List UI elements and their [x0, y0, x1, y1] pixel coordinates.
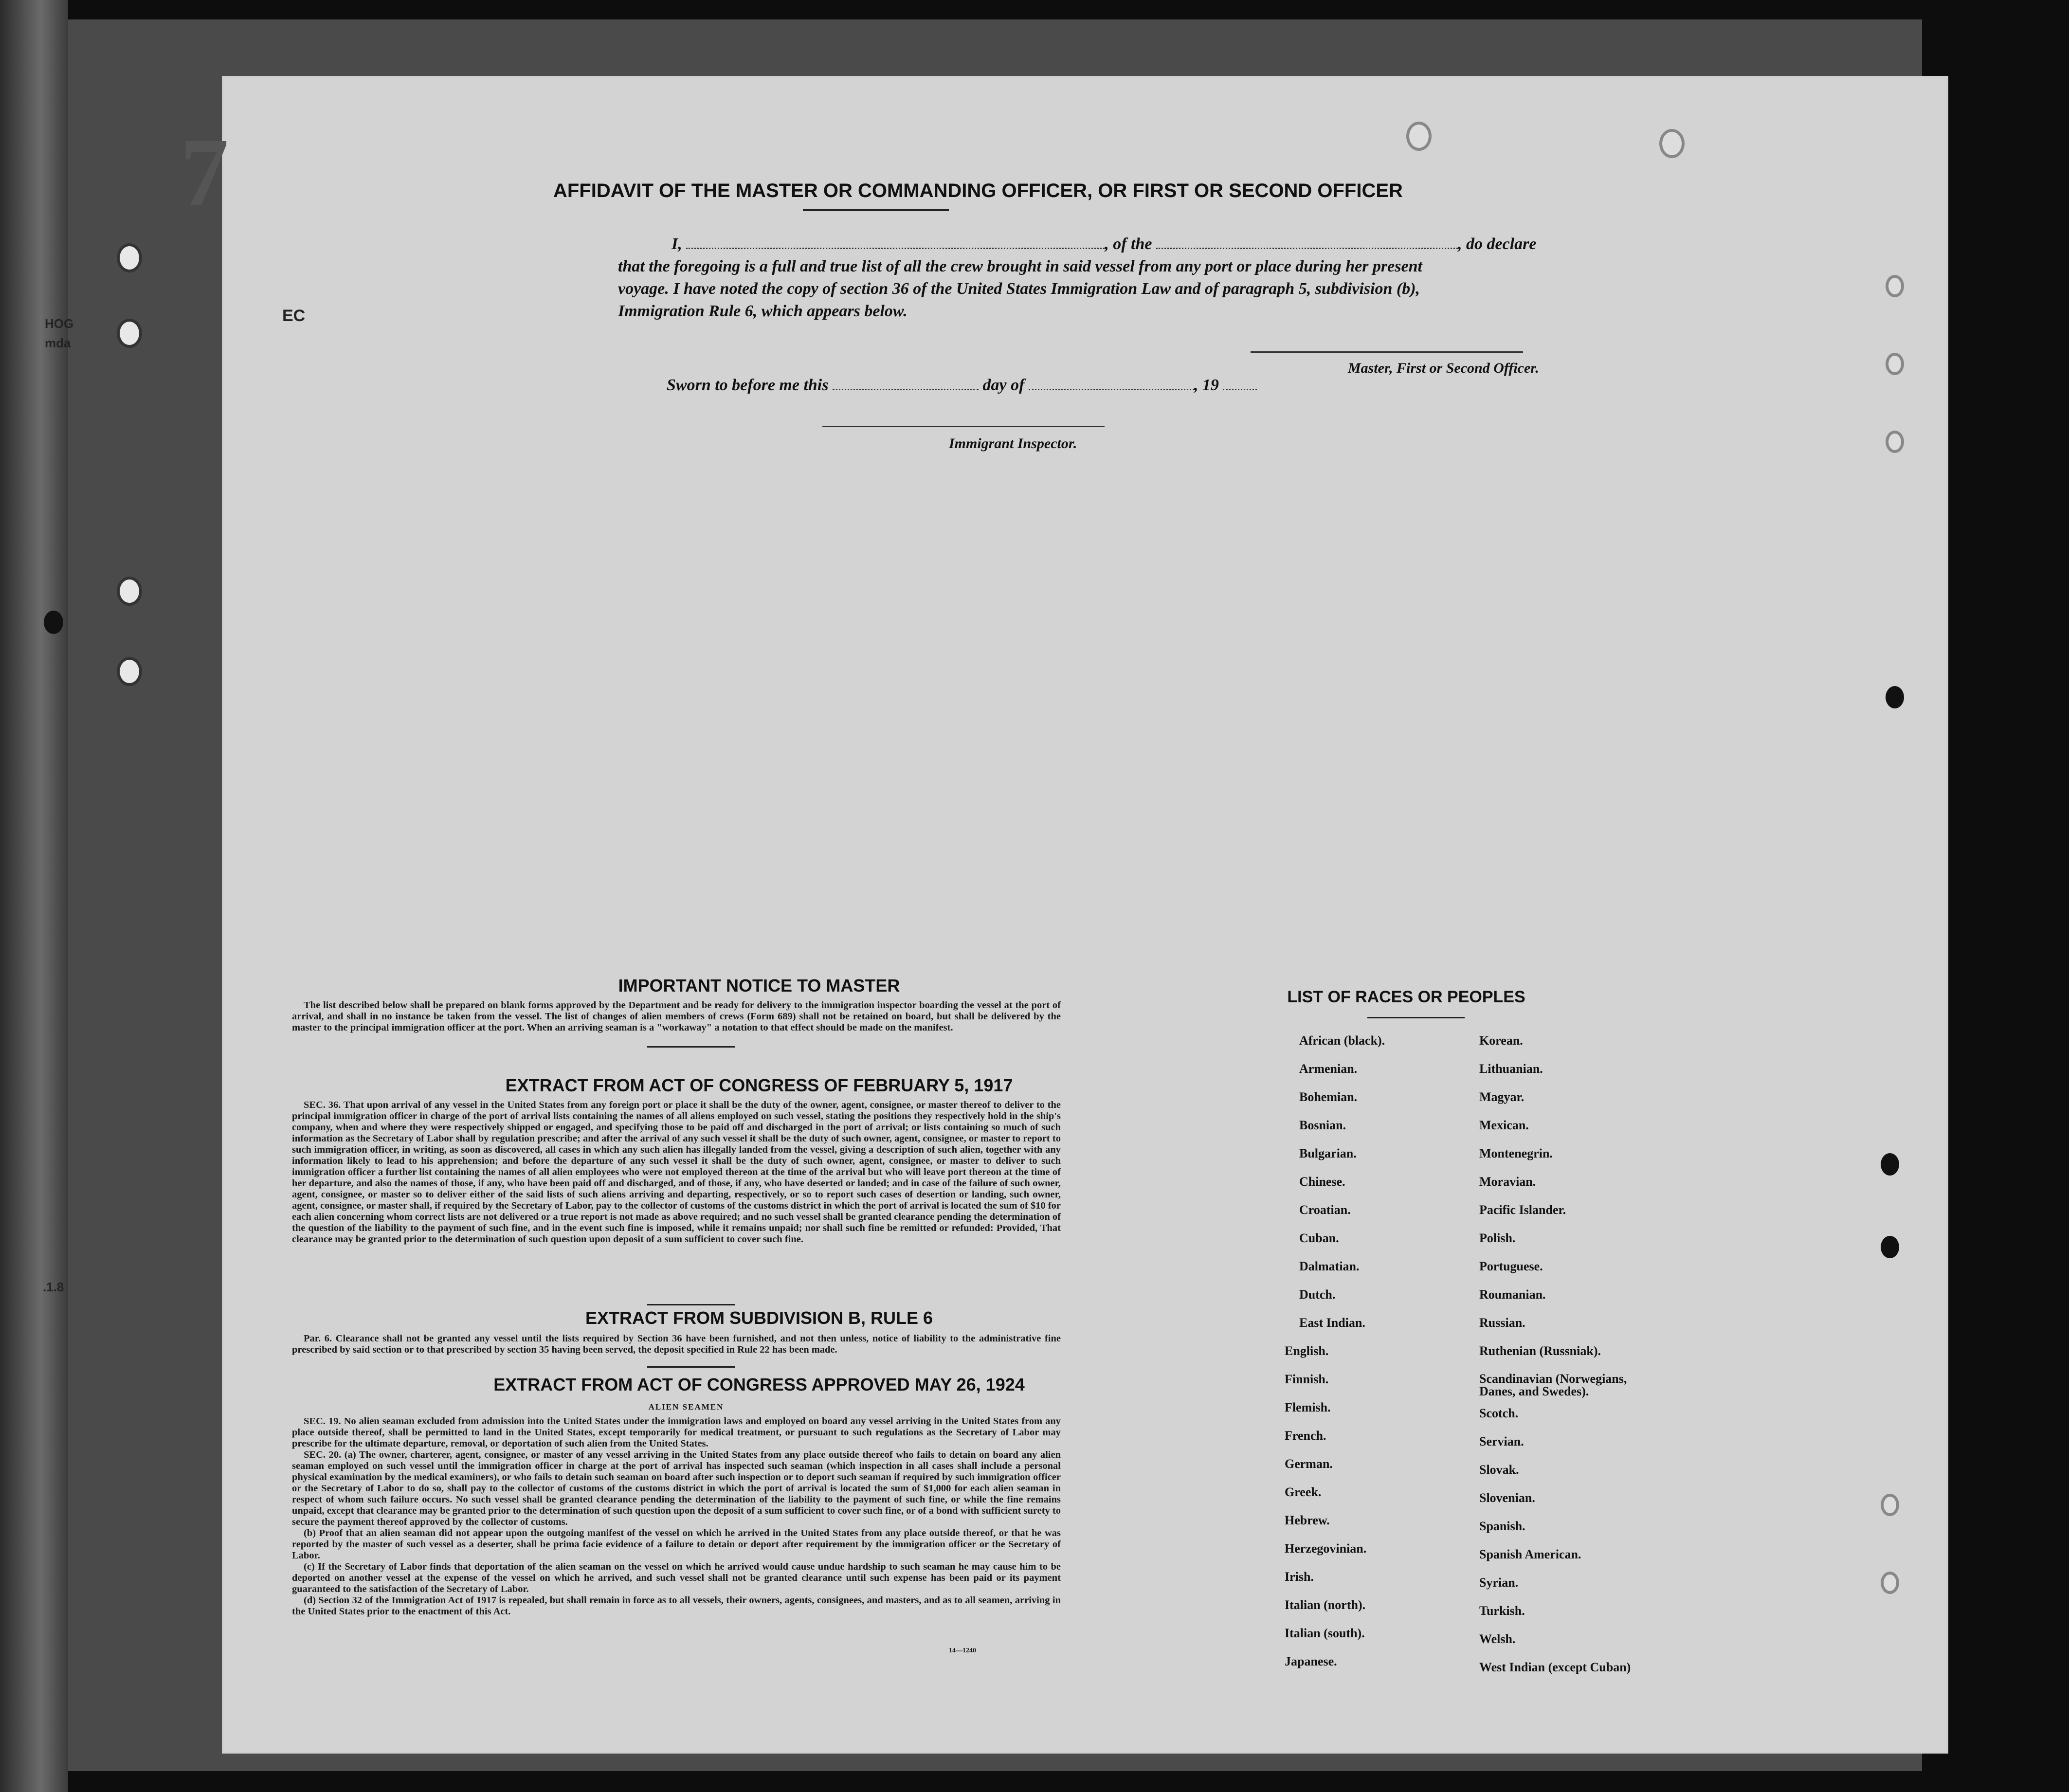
margin-mark-mda: mda [45, 336, 71, 350]
race-item: Russian. [1479, 1316, 1525, 1330]
race-item: Herzegovinian. [1285, 1541, 1367, 1556]
alien-seamen-heading: ALIEN SEAMEN [648, 1402, 724, 1412]
margin-mark-18: .1.8 [43, 1280, 64, 1294]
race-item: Scandinavian (Norwegians, Danes, and Swedes). [1479, 1372, 1627, 1398]
punch-hole-icon [1886, 686, 1904, 708]
sworn-line [667, 375, 1494, 396]
race-item: Bohemian. [1299, 1090, 1358, 1104]
sec-20a-paragraph: SEC. 20. (a) The owner, charterer, agent, consignee, or master of any vessel arriving in the United States from any place outside thereof who fails to detain on board any alien seaman employed on such vessel until the immigration officer in charge at the port of arrival has inspected such seaman (which inspection in all cases shall include a personal physical examination by the medical examiners), or who fails to detain such seaman on board after such inspection or to deport such seaman if required by such immigration officer or the Secretary of Labor to do so, shall pay to the collector of customs of the customs district in which the port of arrival is located the sum of $1,000 for each alien seaman in respect of whom such failure occurs. No such vessel shall be granted clearance pending the determination of the liability to the payment of such fine, or while the fine remains unpaid, except that clearance may be granted prior to the determination of such question upon the deposit of a sum sufficient to cover such fine, or of a bond with sufficient surety to secure the payment thereof approved by the collector of customs. [292, 1449, 1061, 1527]
binder-hole-icon [44, 611, 63, 634]
race-item: Magyar. [1479, 1090, 1525, 1104]
race-item: Scotch. [1479, 1406, 1519, 1420]
race-item: East Indian. [1299, 1316, 1365, 1330]
race-item: Armenian. [1299, 1062, 1358, 1076]
sec-19-paragraph: SEC. 19. No alien seaman excluded from admission into the United States under the immigration laws and employed on board any vessel arriving in the United States from any place outside thereof, shall be permitted to land in the United States, except temporarily for medical treatment, or pursuant to such regulations as the Secretary of Labor may prescribe for the ultimate departure, removal, or deportation of such alien from the United States. [292, 1416, 1061, 1449]
race-item: Croatian. [1299, 1203, 1351, 1217]
affidavit-title-rule [803, 209, 949, 211]
notice-title: IMPORTANT NOTICE TO MASTER [618, 976, 900, 996]
form-number: 14—1240 [949, 1647, 976, 1654]
race-item: Bosnian. [1299, 1118, 1346, 1132]
race-item: Slovak. [1479, 1463, 1519, 1477]
race-item: Japanese. [1285, 1654, 1337, 1668]
sec-20c-paragraph: (c) If the Secretary of Labor finds that deportation of the alien seaman on the vessel on which he arrived would cause undue hardship to such seaman he may cause him to be deported on another vessel at the expense of the vessel on which he arrived, and such vessel shall not be granted clearance until such expense has been paid or its payment guaranteed to the satisfaction of the Secretary of Labor. [292, 1561, 1061, 1594]
binder-hole-icon [117, 243, 142, 272]
inspector-signature-line [822, 426, 1105, 427]
affidavit-of-the: , of the [1105, 235, 1152, 253]
race-item: Flemish. [1285, 1400, 1331, 1414]
race-item: Italian (north). [1285, 1598, 1366, 1612]
punch-hole-icon [1659, 129, 1685, 158]
sworn-year-blank [1223, 376, 1257, 390]
punch-hole-icon [1406, 122, 1432, 151]
race-item: African (black). [1299, 1033, 1385, 1048]
inspector-caption: Immigrant Inspector. [949, 435, 1077, 452]
rule-6-text [292, 1333, 1061, 1356]
race-item: Bulgarian. [1299, 1146, 1357, 1160]
affidavit-i: I, [672, 235, 682, 253]
left-edge-strip [0, 0, 68, 1792]
punch-hole-icon [1881, 1494, 1899, 1516]
race-item: Slovenian. [1479, 1491, 1535, 1505]
name-blank [686, 235, 1105, 249]
notice-rule [647, 1046, 735, 1048]
race-item: Ruthenian (Russniak). [1479, 1344, 1601, 1358]
rule-6-title: EXTRACT FROM SUBDIVISION B, RULE 6 [585, 1308, 933, 1328]
punch-hole-icon [1886, 275, 1904, 297]
margin-mark-hog: HOG [45, 316, 74, 331]
race-item: Montenegrin. [1479, 1146, 1553, 1160]
race-item: Lithuanian. [1479, 1062, 1543, 1076]
par-6-paragraph: Par. 6. Clearance shall not be granted any vessel until the lists required by Section 36 have been furnished, and not then unless, notice of liability to the administrative fine prescribed by said section or to that prescribed by section 35 having been served, the deposit specified in Rule 22 has been made. [292, 1333, 1061, 1355]
race-item: Turkish. [1479, 1604, 1525, 1618]
bleed-through-text [890, 487, 899, 503]
punch-hole-icon [1886, 431, 1904, 453]
master-caption: Master, First or Second Officer. [1348, 360, 1539, 376]
binder-hole-icon [117, 657, 142, 686]
race-item: Portuguese. [1479, 1259, 1543, 1273]
race-item: French. [1285, 1429, 1326, 1443]
extract-1924-title: EXTRACT FROM ACT OF CONGRESS APPROVED MAY 26, 1924 [493, 1375, 1025, 1394]
affidavit-do-declare: , do declare [1458, 235, 1537, 253]
race-item: Finnish. [1285, 1372, 1329, 1386]
affidavit-line2: that the foregoing is a full and true list of all the crew brought in said vessel from any port or place during her present [618, 257, 1422, 275]
race-item: Roumanian. [1479, 1287, 1546, 1302]
ec-mark: EC [282, 307, 306, 325]
race-item: Mexican. [1479, 1118, 1529, 1132]
race-item: Syrian. [1479, 1575, 1519, 1590]
punch-hole-icon [1881, 1236, 1899, 1258]
race-item: Hebrew. [1285, 1513, 1330, 1527]
affidavit-line4: Immigration Rule 6, which appears below. [618, 302, 907, 320]
race-item: Servian. [1479, 1434, 1524, 1448]
race-item: Irish. [1285, 1570, 1314, 1584]
race-item: Greek. [1285, 1485, 1322, 1499]
sworn-prefix: Sworn to before me this [667, 376, 829, 394]
race-item: Polish. [1479, 1231, 1516, 1245]
binder-hole-icon [117, 577, 142, 606]
race-item: German. [1285, 1457, 1333, 1471]
notice-paragraph: The list described below shall be prepared on blank forms approved by the Department and be ready for delivery to the immigration inspector boarding the vessel at the port of arrival, and shall in no instance be taken from the vessel. The list of changes of alien members of crews (Form 689) shall not be retained on board, but shall be delivered by the master to the principal immigration officer at the port. When an arriving seaman is a "workaway" a notation to that effect should be made on the manifest. [292, 1000, 1061, 1033]
sworn-day-blank [833, 376, 979, 390]
race-item: Italian (south). [1285, 1626, 1365, 1640]
race-item: Dutch. [1299, 1287, 1336, 1302]
vessel-blank [1156, 235, 1458, 249]
race-item: Cuban. [1299, 1231, 1339, 1245]
rule-6-rule [647, 1366, 735, 1368]
punch-hole-icon [1881, 1572, 1899, 1594]
race-item: Dalmatian. [1299, 1259, 1360, 1273]
notice-text [292, 1000, 1061, 1033]
extract-1917-text [292, 1100, 1061, 1245]
sworn-year: , 19 [1194, 376, 1219, 394]
race-item: Spanish American. [1479, 1547, 1581, 1561]
manifest-page [180, 78, 1946, 1752]
races-title: LIST OF RACES OR PEOPLES [1287, 988, 1525, 1006]
affidavit-line3: voyage. I have noted the copy of section 36 of the United States Immigration Law and of paragraph 5, subdivision (b), [618, 280, 1420, 298]
race-item: Pacific Islander. [1479, 1203, 1566, 1217]
sec-20b-paragraph: (b) Proof that an alien seaman did not appear upon the outgoing manifest of the vessel on which he arrived in the United States from any place outside thereof, or that he was reported by the master of such vessel as a deserter, shall be prima facie evidence of a failure to detain or deport after requirement by the immigration officer or the Secretary of Labor. [292, 1528, 1061, 1561]
races-rule [1367, 1017, 1465, 1018]
master-signature-line [1251, 351, 1523, 353]
extract-1924-text [292, 1416, 1061, 1617]
punch-hole-icon [1881, 1153, 1899, 1176]
sec-36-paragraph: SEC. 36. That upon arrival of any vessel in the United States from any foreign port or place it shall be the duty of the owner, agent, consignee, or master thereof to deliver to the principal immigration officer in charge of the port of arrival lists containing the names of all aliens employed on such vessel, stating the positions they respectively hold in the ship's company, when and where they were respectively shipped or engaged, and specifying those to be paid off and discharged in the port of arrival; or lists containing so much of such information as the Secretary of Labor shall by regulation prescribe; and after the arrival of any such vessel it shall be the duty of such owner, agent, consignee, or master to report to such immigration officer, in writing, as soon as discovered, all cases in which any such alien has illegally landed from the vessel, giving a description of such alien, together with any information likely to lead to his apprehension; and before the departure of any such vessel it shall be the duty of such owner, agent, consignee, or master to deliver to such immigration officer a further list containing the names of all alien employees who were not employed thereon at the time of the arrival but who will leave port thereon at the time of her departure, and also the names of those, if any, who have been paid off and discharged, and of those, if any, who have deserted or landed; and in case of the failure of such owner, agent, consignee, or master so to deliver either of the said lists of such aliens arriving and departing, respectively, or so to report such cases of desertion or landing, such owner, agent, consignee, or master shall, if required by the Secretary of Labor, pay to the collector of customs of the customs district in which the port of arrival is located the sum of $10 for each alien concerning whom correct lists are not delivered or a true report is not made as above required; and no such vessel shall be granted clearance pending the determination of the question of the liability to the payment of such fine, and in the event such fine is imposed, while it remains unpaid; nor shall such fine be remitted or refunded: Provided, That clearance may be granted prior to the determination of such question upon deposit of a sum sufficient to cover such fine. [292, 1100, 1061, 1245]
sworn-day-of: day of [982, 376, 1025, 394]
page-corner-number: 7 [180, 119, 229, 226]
race-item: English. [1285, 1344, 1329, 1358]
race-item: Chinese. [1299, 1175, 1345, 1189]
race-item: Korean. [1479, 1033, 1523, 1048]
sworn-month-blank [1029, 376, 1194, 390]
extract-1917-title: EXTRACT FROM ACT OF CONGRESS OF FEBRUARY 5, 1917 [505, 1075, 1013, 1095]
race-item: Spanish. [1479, 1519, 1525, 1533]
sec-20d-paragraph: (d) Section 32 of the Immigration Act of 1917 is repealed, but shall remain in force as to all vessels, their owners, agents, consignees, and masters, and as to all seamen, arriving in the United States prior to the enactment of this Act. [292, 1595, 1061, 1617]
race-item: Welsh. [1479, 1632, 1516, 1646]
race-item: Moravian. [1479, 1175, 1536, 1189]
affidavit-title: AFFIDAVIT OF THE MASTER OR COMMANDING OFFICER, OR FIRST OR SECOND OFFICER [553, 180, 1403, 201]
affidavit-line1 [672, 234, 1791, 255]
race-item: West Indian (except Cuban) [1479, 1660, 1631, 1674]
punch-hole-icon [1886, 353, 1904, 375]
extract-1917-rule [647, 1304, 735, 1305]
binder-hole-icon [117, 319, 142, 348]
